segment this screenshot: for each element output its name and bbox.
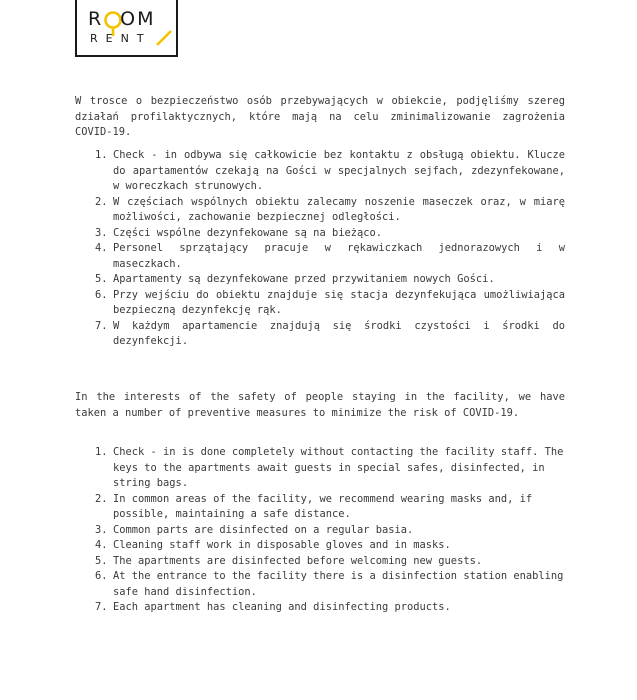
list-item-text: Apartamenty są dezynfekowane przed przywitaniem nowych Gości.	[113, 273, 495, 285]
list-item-text: At the entrance to the facility there is a disinfection station enabling safe hand disinfection.	[113, 570, 564, 598]
list-item-text: Each apartment has cleaning and disinfecting products.	[113, 601, 451, 613]
list-item: 5. Apartamenty są dezynfekowane przed przywitaniem nowych Gości.	[95, 273, 495, 285]
list-item: 2. W częściach wspólnych obiektu zalecamy noszenie maseczek oraz, w miarę możliwości, zachowanie bezpiecznej odległości.	[95, 195, 565, 223]
list-item: 6. At the entrance to the facility there is a disinfection station enabling safe hand disinfection.	[95, 570, 564, 598]
list-item: 4. Cleaning staff work in disposable gloves and in masks.	[95, 539, 451, 551]
list-item: 7. W każdym apartamencie znajdują się środki czystości i środki do dezynfekcji.	[95, 319, 565, 347]
list-item-text: In common areas of the facility, we recommend wearing masks and, if possible, maintaining a safe distance.	[113, 492, 533, 520]
key-accent-shape	[157, 31, 171, 45]
list-item: 3. Common parts are disinfected on a regular basia.	[95, 523, 414, 536]
logo-line-2: RENT	[90, 32, 152, 45]
list-item-text: Check - in is done completely without contacting the facility staff. The keys to the apartments await guests in special safes, disinfected, in string bags.	[113, 446, 564, 489]
list-item-text: Przy wejściu do obiektu znajduje się stacja dezynfekująca umożliwiająca bezpieczną dezynfekcję rąk.	[113, 288, 565, 316]
english-intro-paragraph: In the interests of the safety of people staying in the facility, we have taken a number of preventive measures to minimize the risk of COVID-19.	[75, 391, 565, 419]
english-measures-list	[75, 445, 565, 616]
room-rent-logo	[75, 0, 178, 57]
list-item-text: Części wspólne dezynfekowane są na bieżąco.	[113, 226, 382, 239]
list-item: 3. Części wspólne dezynfekowane są na bieżąco.	[95, 226, 382, 239]
list-item-text: Common parts are disinfected on a regular basia.	[113, 523, 414, 536]
list-item: 1. Check - in odbywa się całkowicie bez kontaktu z obsługą obiektu. Klucze do apartamentów czekają na Gości w specjalnych sejfach, zdezynfekowane, w woreczkach strunowych.	[95, 149, 565, 192]
polish-intro-paragraph: W trosce o bezpieczeństwo osób przebywających w obiekcie, podjęliśmy szereg działań profilaktycznych, które mają na celu zminimalizowanie zagrożenia COVID-19.	[75, 95, 565, 138]
polish-measures-list	[75, 148, 565, 350]
list-item-text: Cleaning staff work in disposable gloves and in masks.	[113, 539, 451, 551]
list-item-text: W każdym apartamencie znajdują się środki czystości i środki do dezynfekcji.	[113, 319, 565, 347]
list-item: 1. Check - in is done completely without contacting the facility staff. The keys to the apartments await guests in special safes, disinfected, in string bags.	[95, 446, 564, 489]
logo-letters-room: R OM	[88, 8, 156, 30]
list-item-text: The apartments are disinfected before welcoming new guests.	[113, 554, 483, 567]
list-item-text: Check - in odbywa się całkowicie bez kontaktu z obsługą obiektu. Klucze do apartamentów czekają na Gości w specjalnych sejfach, zdezynfekowane, w woreczkach strunowych.	[113, 149, 565, 192]
list-item: 5. The apartments are disinfected before welcoming new guests.	[95, 554, 483, 567]
list-item: 7. Each apartment has cleaning and disinfecting products.	[95, 601, 451, 613]
list-item: 4. Personel sprzątający pracuje w rękawiczkach jednorazowych i w maseczkach.	[95, 242, 565, 270]
list-item-text: Personel sprzątający pracuje w rękawiczkach jednorazowych i w maseczkach.	[113, 242, 565, 270]
list-item-text: W częściach wspólnych obiektu zalecamy noszenie maseczek oraz, w miarę możliwości, zachowanie bezpiecznej odległości.	[113, 195, 565, 223]
list-item: 6. Przy wejściu do obiektu znajduje się stacja dezynfekująca umożliwiająca bezpieczną dezynfekcję rąk.	[95, 288, 565, 316]
list-item: 2. In common areas of the facility, we recommend wearing masks and, if possible, maintaining a safe distance.	[95, 492, 533, 520]
